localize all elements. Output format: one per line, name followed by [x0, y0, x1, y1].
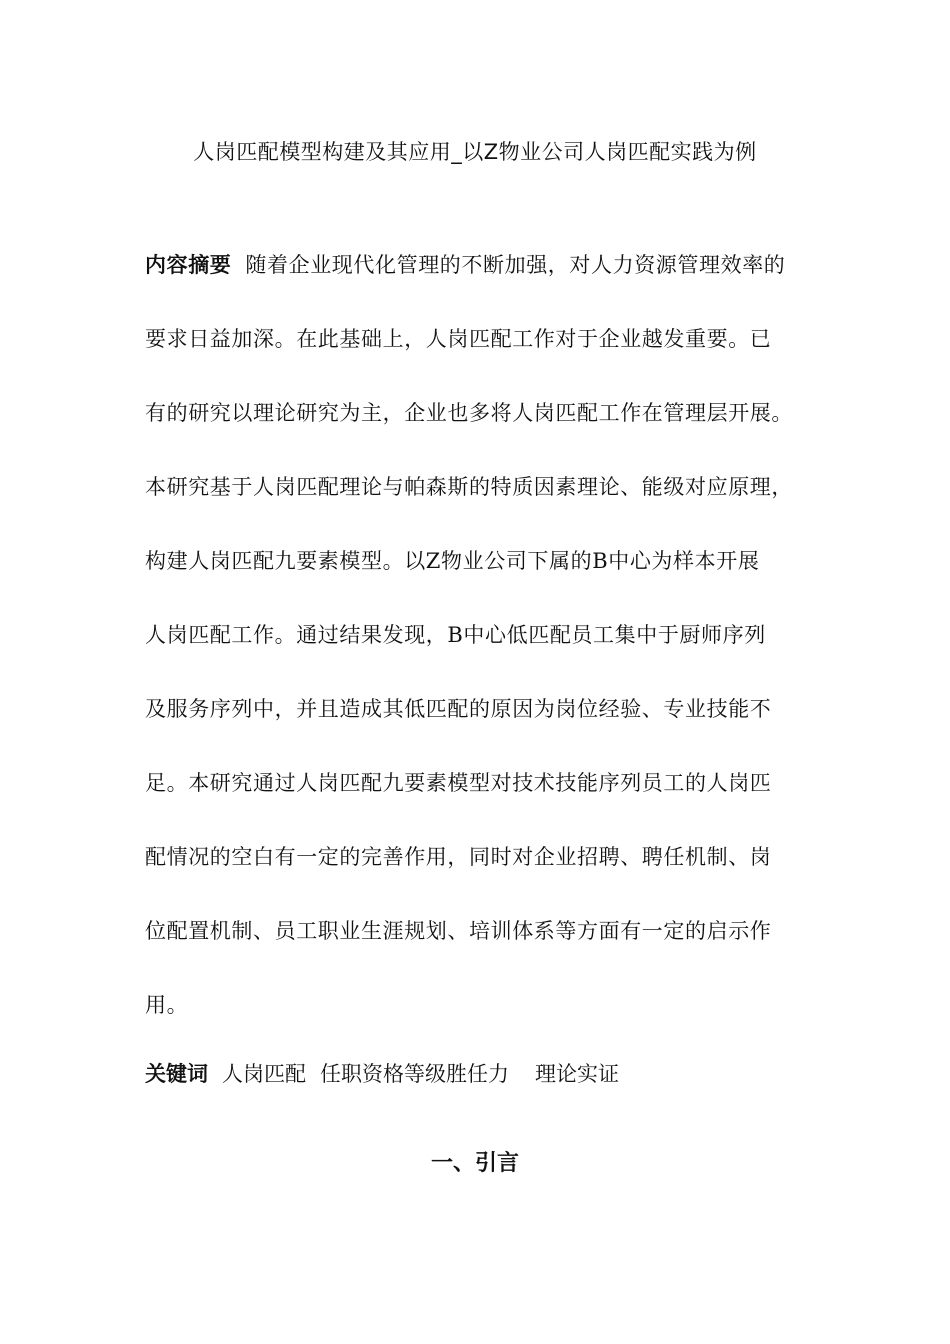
- abstract-line: 位配置机制、员工职业生涯规划、培训体系等方面有一定的启示作: [145, 919, 772, 943]
- abstract-line: 配情况的空白有一定的完善作用，同时对企业招聘、聘任机制、岗: [145, 845, 772, 869]
- abstract-line: 用。: [145, 993, 189, 1017]
- abstract-line: 构建人岗匹配九要素模型。以Z物业公司下属的B中心为样本开展: [145, 549, 760, 573]
- document-title: 人岗匹配模型构建及其应用_以Z物业公司人岗匹配实践为例: [193, 140, 757, 164]
- abstract-line: 人岗匹配工作。通过结果发现，B中心低匹配员工集中于厨师序列: [145, 623, 766, 647]
- keyword-item: 人岗匹配: [222, 1062, 306, 1086]
- abstract-section: [145, 243, 825, 1057]
- abstract-line: [145, 243, 825, 317]
- abstract-text: 随着企业现代化管理的不断加强，对人力资源管理效率的: [245, 253, 786, 277]
- keywords-label: 关键词: [145, 1062, 208, 1086]
- keyword-item: 任职资格等级胜任力: [320, 1062, 509, 1086]
- abstract-line: 有的研究以理论研究为主，企业也多将人岗匹配工作在管理层开展。: [145, 401, 793, 425]
- abstract-line: 及服务序列中，并且造成其低匹配的原因为岗位经验、专业技能不: [145, 697, 772, 721]
- abstract-line: 要求日益加深。在此基础上，人岗匹配工作对于企业越发重要。已: [145, 327, 772, 351]
- keywords-section: [145, 1052, 619, 1096]
- abstract-label: 内容摘要: [145, 253, 232, 277]
- section-heading: 一、引言: [430, 1151, 519, 1176]
- abstract-line: 足。本研究通过人岗匹配九要素模型对技术技能序列员工的人岗匹: [145, 771, 772, 795]
- abstract-line: 本研究基于人岗匹配理论与帕森斯的特质因素理论、能级对应原理，: [145, 475, 793, 499]
- keyword-item: 理论实证: [535, 1062, 619, 1086]
